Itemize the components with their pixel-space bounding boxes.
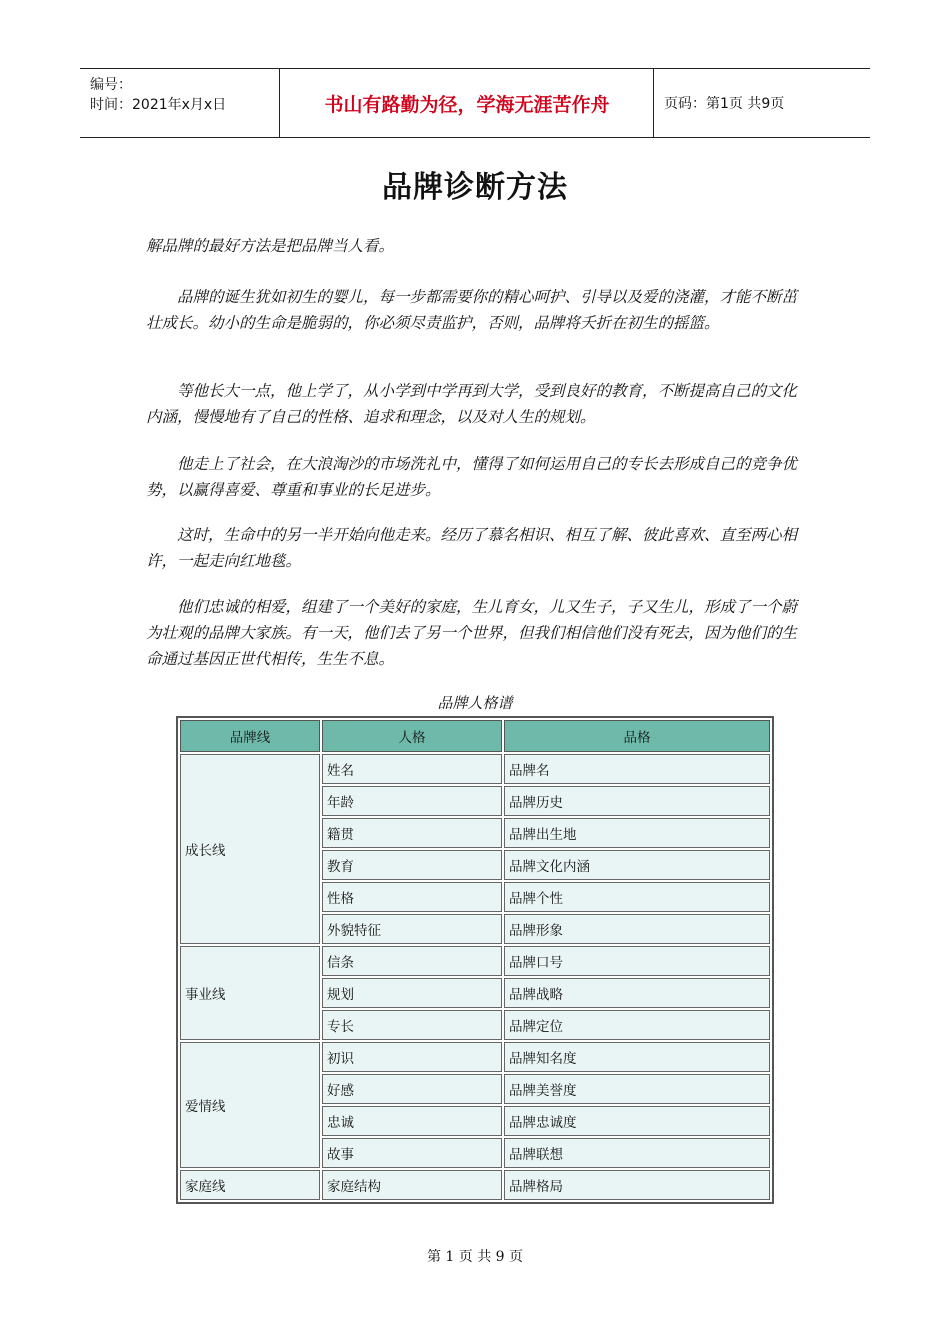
quality-cell: 品牌联想 — [504, 1138, 770, 1168]
quality-cell: 品牌历史 — [504, 786, 770, 816]
paragraph-career: 他走上了社会，在大浪淘沙的市场洗礼中，懂得了如何运用自己的专长去形成自己的竞争优势，以赢得喜爱、尊重和事业的长足进步。 — [146, 455, 798, 499]
paragraph-intro: 解品牌的最好方法是把品牌当人看。 — [146, 237, 395, 255]
persona-cell: 性格 — [322, 882, 502, 912]
persona-cell: 专长 — [322, 1010, 502, 1040]
persona-cell: 教育 — [322, 850, 502, 880]
header-page-info: 页码：第1页 共9页 — [664, 96, 785, 112]
group-growth-line: 成长线 — [180, 754, 320, 944]
persona-cell: 初识 — [322, 1042, 502, 1072]
quality-cell: 品牌美誉度 — [504, 1074, 770, 1104]
paragraph-love: 这时，生命中的另一半开始向他走来。经历了慕名相识、相互了解、彼此喜欢、直至两心相许，一起走向红地毯。 — [146, 526, 798, 570]
quality-cell: 品牌口号 — [504, 946, 770, 976]
time-label: 时间：2021年x月x日 — [90, 97, 227, 113]
quality-cell: 品牌名 — [504, 754, 770, 784]
quality-cell: 品牌格局 — [504, 1170, 770, 1200]
brand-persona-table — [176, 716, 774, 1204]
group-career-line: 事业线 — [180, 946, 320, 1040]
quality-cell: 品牌知名度 — [504, 1042, 770, 1072]
persona-cell: 忠诚 — [322, 1106, 502, 1136]
table-row — [180, 754, 770, 784]
persona-cell: 信条 — [322, 946, 502, 976]
persona-cell: 外貌特征 — [322, 914, 502, 944]
paragraph-birth: 品牌的诞生犹如初生的婴儿，每一步都需要你的精心呵护、引导以及爱的浇灌，才能不断茁壮成长。幼小的生命是脆弱的，你必须尽责监护，否则，品牌将夭折在初生的摇篮。 — [146, 288, 798, 332]
quality-cell: 品牌个性 — [504, 882, 770, 912]
paragraph-growth: 等他长大一点，他上学了，从小学到中学再到大学，受到良好的教育，不断提高自己的文化内涵，慢慢地有了自己的性格、追求和理念，以及对人生的规划。 — [146, 382, 798, 426]
group-love-line: 爱情线 — [180, 1042, 320, 1168]
table-row — [180, 1170, 770, 1200]
paragraph-family: 他们忠诚的相爱，组建了一个美好的家庭，生儿育女，儿又生子，子又生儿，形成了一个蔚为壮观的品牌大家族。有一天，他们去了另一个世界，但我们相信他们没有死去，因为他们的生命通过基因正世代相传，生生不息。 — [146, 598, 798, 668]
header-persona: 人格 — [322, 720, 502, 752]
persona-cell: 好感 — [322, 1074, 502, 1104]
page-footer: 第 1 页 共 9 页 — [426, 1249, 524, 1265]
table-header-row — [180, 720, 770, 752]
table-row — [180, 1042, 770, 1072]
quality-cell: 品牌形象 — [504, 914, 770, 944]
header-quality: 品格 — [504, 720, 770, 752]
quality-cell: 品牌忠诚度 — [504, 1106, 770, 1136]
persona-cell: 故事 — [322, 1138, 502, 1168]
header-motto: 书山有路勤为径，学海无涯苦作舟 — [281, 69, 654, 137]
table-row — [180, 946, 770, 976]
header-meta — [80, 69, 280, 137]
number-label: 编号： — [90, 77, 132, 93]
persona-cell: 年龄 — [322, 786, 502, 816]
document-title: 品牌诊断方法 — [382, 170, 568, 205]
quality-cell: 品牌文化内涵 — [504, 850, 770, 880]
quality-cell: 品牌出生地 — [504, 818, 770, 848]
persona-cell: 籍贯 — [322, 818, 502, 848]
persona-cell: 姓名 — [322, 754, 502, 784]
group-family-line: 家庭线 — [180, 1170, 320, 1200]
header-brand-line: 品牌线 — [180, 720, 320, 752]
quality-cell: 品牌定位 — [504, 1010, 770, 1040]
persona-cell: 家庭结构 — [322, 1170, 502, 1200]
table-caption: 品牌人格谱 — [437, 694, 513, 712]
page-header — [80, 68, 870, 138]
quality-cell: 品牌战略 — [504, 978, 770, 1008]
persona-cell: 规划 — [322, 978, 502, 1008]
